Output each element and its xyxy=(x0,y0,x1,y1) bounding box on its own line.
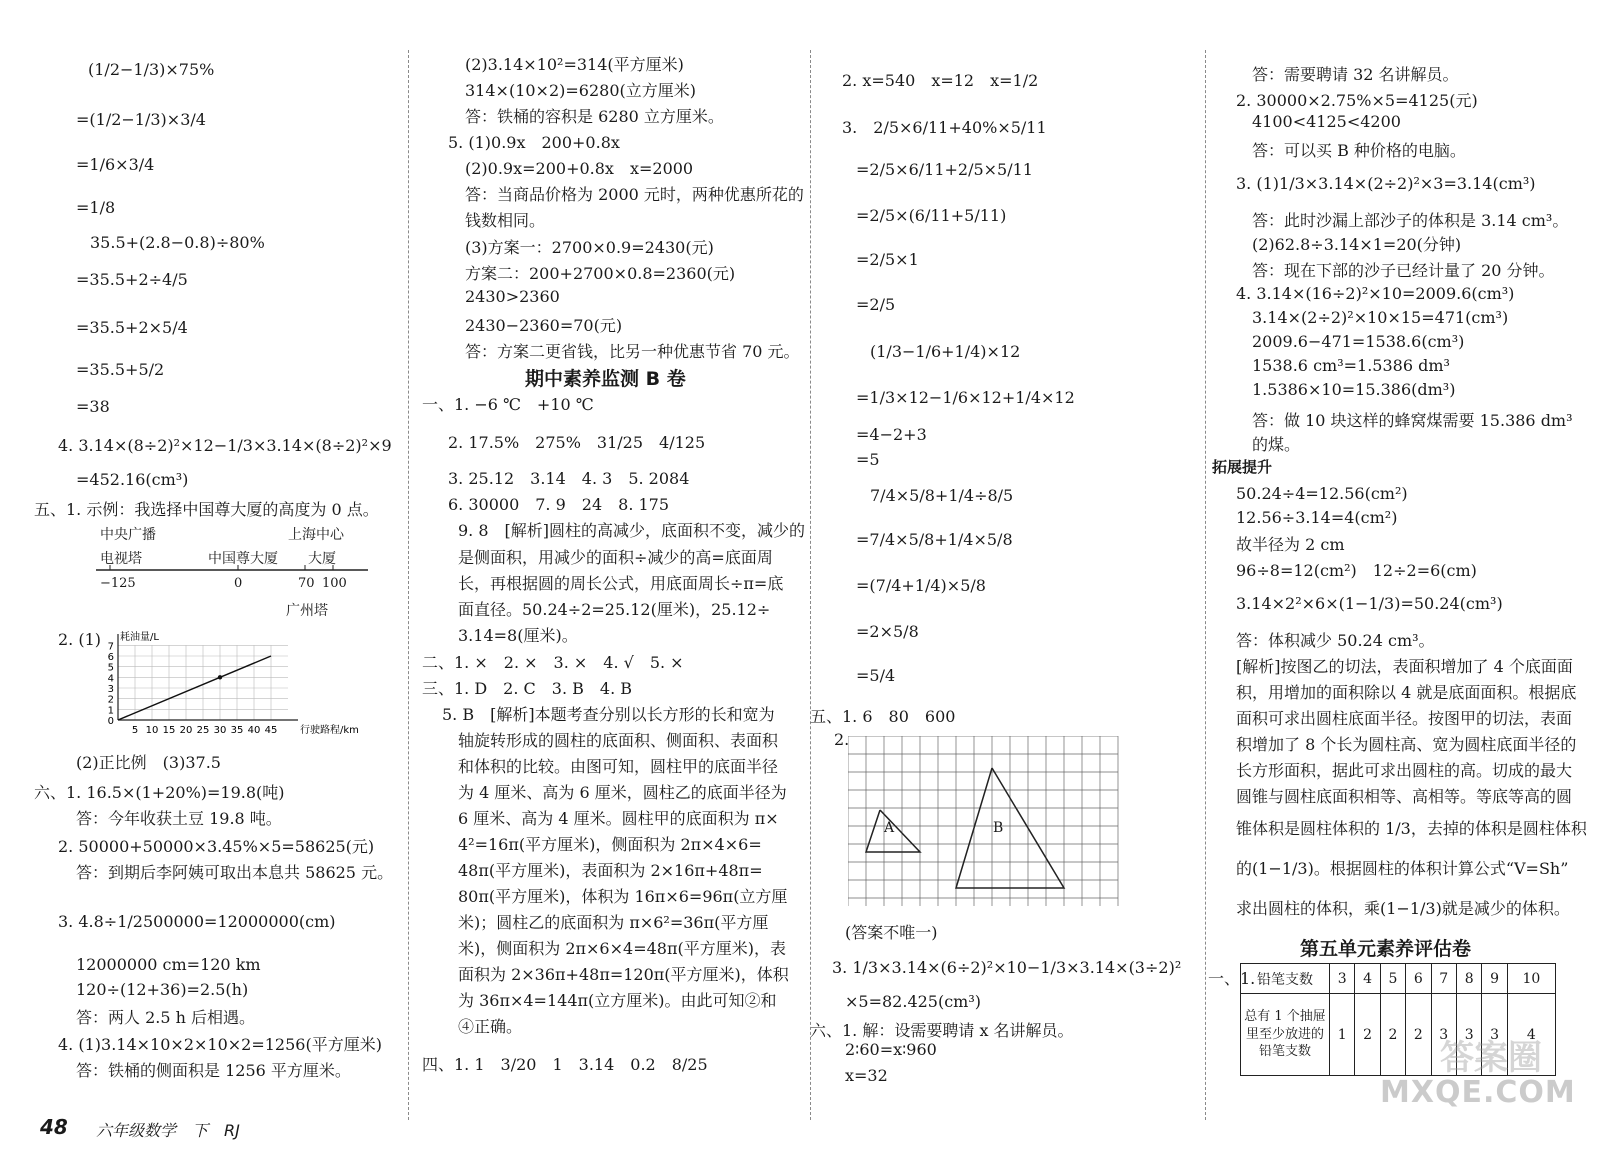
calc-line: 3.14×(2÷2)²×10×15=471(cm³) xyxy=(1252,308,1509,327)
table-cell: 2 xyxy=(1355,994,1380,1076)
calc-line: (3)方案一：2700×0.9=2430(元) xyxy=(465,238,714,257)
explanation-line: 6 厘米、高为 4 厘米。圆柱甲的底面积为 π× xyxy=(458,809,779,828)
page-number: 48 xyxy=(40,1115,68,1139)
table-cell: 9 xyxy=(1482,964,1507,994)
calc-line: (2)0.9x=200+0.8x x=2000 xyxy=(465,159,694,178)
calc-line: =(1/2−1/3)×3/4 xyxy=(76,110,206,129)
answer-line: 答：铁桶的容积是 6280 立方厘米。 xyxy=(465,107,724,126)
numberline-label: 电视塔 xyxy=(100,551,142,567)
calc-line: 7/4×5/8+1/4÷8/5 xyxy=(870,486,1014,505)
explanation-line: 是侧面积，用减少的面积÷减少的高=底面周 xyxy=(458,548,773,567)
x-tick-label: 30 xyxy=(213,725,227,736)
subsection-title: 拓展提升 xyxy=(1212,458,1273,476)
calc-line: =2/5×6/11+2/5×5/11 xyxy=(856,160,1033,179)
calc-line: =2×5/8 xyxy=(856,622,919,641)
y-tick-label: 3 xyxy=(107,684,114,695)
question-line: 五、1. 示例：我选择中国尊大厦的高度为 0 点。 xyxy=(34,500,379,519)
watermark-text: MXQE.COM xyxy=(1380,1075,1576,1110)
explanation-line: 和体积的比较。由图可知，圆柱甲的底面半径 xyxy=(458,757,779,776)
answer-line: 答：到期后李阿姨可取出本息共 58625 元。 xyxy=(76,863,394,882)
answer-line: 答：现在下部的沙子已经计量了 20 分钟。 xyxy=(1252,261,1555,280)
table-cell: 4 xyxy=(1355,964,1380,994)
calc-line: =1/3×12−1/6×12+1/4×12 xyxy=(856,388,1075,407)
table-cell: 6 xyxy=(1406,964,1431,994)
calc-line: 50.24÷4=12.56(cm²) xyxy=(1236,484,1408,503)
calc-line: =5/4 xyxy=(856,666,896,685)
calc-line: (2)62.8÷3.14×1=20(分钟) xyxy=(1252,235,1462,254)
answer-line: 2. x=540 x=12 x=1/2 xyxy=(842,71,1039,90)
x-axis-label: 行驶路程/km xyxy=(300,725,359,736)
x-tick-label: 40 xyxy=(247,725,261,736)
answer-line: 答：两人 2.5 h 后相遇。 xyxy=(76,1008,256,1027)
triangle-b-label: B xyxy=(993,820,1004,836)
calc-line: 35.5+(2.8−0.8)÷80% xyxy=(90,233,265,252)
explanation-line: 圆锥与圆柱底面积相等、高相等。等底等高的圆 xyxy=(1236,787,1573,806)
explanation-line: 长，再根据圆的周长公式，用底面周长÷π=底 xyxy=(458,574,784,593)
calc-line: 3. 2/5×6/11+40%×5/11 xyxy=(842,118,1047,137)
number-line xyxy=(96,564,376,576)
table-cell: 2 xyxy=(1380,994,1405,1076)
explanation-line: 积，用增加的面积除以 4 就是底面面积。根据底 xyxy=(1236,683,1577,702)
answer-line: 一、1. −6 ℃ +10 ℃ xyxy=(422,395,594,414)
column-divider xyxy=(810,50,811,1120)
calc-line: 314×(10×2)=6280(立方厘米) xyxy=(465,81,696,100)
calc-line: =38 xyxy=(76,397,110,416)
explanation-line: 80π(平方厘米)，体积为 16π×6=96π(立方厘 xyxy=(458,887,788,906)
numberline-label: 广州塔 xyxy=(286,603,328,619)
answer-line: 四、1. 1 3/20 1 3.14 0.2 8/25 xyxy=(422,1055,708,1074)
fuel-chart xyxy=(90,628,410,746)
data-point xyxy=(218,675,222,679)
question-line: 一、1. xyxy=(1208,969,1256,988)
watermark-logo: 答案圈 xyxy=(1440,1038,1542,1078)
table-cell: 3 xyxy=(1482,994,1507,1076)
explanation-line: 的(1−1/3)。根据圆柱的体积计算公式“V=Sh” xyxy=(1236,859,1569,878)
y-tick-label: 5 xyxy=(107,662,114,674)
calc-line: 方案二：200+2700×0.8=2360(元) xyxy=(465,264,736,283)
calc-line: 2∶60=x∶960 xyxy=(845,1040,937,1059)
explanation-line: 面直径。50.24÷2=25.12(厘米)，25.12÷ xyxy=(458,600,771,619)
calc-line: 3. (1)1/3×3.14×(2÷2)²×3=3.14(cm³) xyxy=(1236,174,1536,193)
x-tick-label: 45 xyxy=(264,725,278,736)
y-tick-label: 0 xyxy=(107,716,114,727)
numberline-label: 上海中心 xyxy=(288,527,344,543)
explanation-line: 9. 8 [解析]圆柱的高减少，底面积不变，减少的 xyxy=(458,521,806,540)
calc-line: 3. 1/3×3.14×(6÷2)²×10−1/3×3.14×(3÷2)² xyxy=(832,958,1182,977)
explanation-line: 面积可求出圆柱底面半径。按图甲的切法，表面 xyxy=(1236,709,1573,728)
table-header: 铅笔支数 xyxy=(1241,964,1330,994)
calc-line: 3.14×2²×6×(1−1/3)=50.24(cm³) xyxy=(1236,594,1503,613)
calc-line: 12000000 cm=120 km xyxy=(76,955,261,974)
calc-line: 4. 3.14×(16÷2)²×10=2009.6(cm³) xyxy=(1236,284,1515,303)
table-cell: 3 xyxy=(1330,964,1355,994)
calc-line: =4−2+3 xyxy=(856,425,927,444)
calc-line: (1/3−1/6+1/4)×12 xyxy=(870,342,1021,361)
calc-line: 1538.6 cm³=1.5386 dm³ xyxy=(1252,356,1450,375)
answer-line: 答：铁桶的侧面积是 1256 平方厘米。 xyxy=(76,1061,351,1080)
calc-line: =5 xyxy=(856,450,880,469)
answer-line: 答：需要聘请 32 名讲解员。 xyxy=(1252,65,1459,84)
column-divider xyxy=(1205,50,1206,1120)
table-cell: 3 xyxy=(1456,994,1481,1076)
answer-line: 2. 17.5% 275% 31/25 4/125 xyxy=(448,433,706,452)
note-line: (答案不唯一) xyxy=(845,923,938,942)
question-line: 2. 50000+50000×3.45%×5=58625(元) xyxy=(58,837,375,856)
calc-line: =1/8 xyxy=(76,198,116,217)
numberline-label: 中国尊大厦 xyxy=(208,551,278,567)
calc-line: 96÷8=12(cm²) 12÷2=6(cm) xyxy=(1236,561,1477,580)
calc-line: x=32 xyxy=(845,1066,888,1085)
table-cell: 5 xyxy=(1380,964,1405,994)
question-line: 4. (1)3.14×10×2×10×2=1256(平方厘米) xyxy=(58,1035,382,1054)
explanation-line: [解析]按图乙的切法，表面积增加了 4 个底面面 xyxy=(1236,657,1573,676)
answer-line: 答：方案二更省钱，比另一种优惠节省 70 元。 xyxy=(465,342,800,361)
table-cell: 3 xyxy=(1431,994,1456,1076)
explanation-line: 5. B [解析]本题考查分别以长方形的长和宽为 xyxy=(442,705,775,724)
answer-line: 答：做 10 块这样的蜂窝煤需要 15.386 dm³ xyxy=(1252,411,1573,430)
book-title: 六年级数学 下 RJ xyxy=(96,1121,240,1140)
answer-line: 答：当商品价格为 2000 元时，两种优惠所花的 xyxy=(465,185,804,204)
calc-line: 4100<4125<4200 xyxy=(1252,112,1401,131)
calc-line: 2. 30000×2.75%×5=4125(元) xyxy=(1236,91,1478,110)
answer-line: 答：可以买 B 种价格的电脑。 xyxy=(1252,141,1466,160)
answer-line: 的煤。 xyxy=(1252,435,1301,454)
y-tick-label: 4 xyxy=(107,673,114,685)
calc-line: =35.5+5/2 xyxy=(76,360,165,379)
table-cell: 2 xyxy=(1406,994,1431,1076)
x-tick-label: 5 xyxy=(131,725,139,736)
y-tick-label: 6 xyxy=(107,652,114,663)
question-line: 2. (1) xyxy=(58,630,102,649)
explanation-line: 3.14=8(厘米)。 xyxy=(458,626,578,645)
calc-line: ×5=82.425(cm³) xyxy=(845,992,982,1011)
column-divider xyxy=(408,50,409,1120)
calc-line: =1/6×3/4 xyxy=(76,155,155,174)
calc-line: 4. 3.14×(8÷2)²×12−1/3×3.14×(8÷2)²×9 xyxy=(58,436,392,455)
explanation-line: 面积为 2×36π+48π=120π(平方厘米)，体积 xyxy=(458,965,789,984)
explanation-line: 长方形面积，据此可求出圆柱的高。切成的最大 xyxy=(1236,761,1573,780)
answer-line: 二、1. × 2. × 3. × 4. √ 5. × xyxy=(422,653,684,672)
section-title: 期中素养监测 B 卷 xyxy=(525,368,686,390)
table-cell: 4 xyxy=(1507,994,1555,1076)
answer-line: 三、1. D 2. C 3. B 4. B xyxy=(422,679,632,698)
explanation-line: 求出圆柱的体积，乘(1−1/3)就是减少的体积。 xyxy=(1236,899,1570,918)
explanation-line: 轴旋转形成的圆柱的底面积、侧面积、表面积 xyxy=(458,731,779,750)
numberline-tick: 0 xyxy=(234,576,243,591)
x-tick-label: 20 xyxy=(179,725,193,736)
x-tick-label: 25 xyxy=(196,725,210,736)
explanation-line: 48π(平方厘米)，表面积为 2×16π+48π= xyxy=(458,861,763,880)
table-cell: 10 xyxy=(1507,964,1555,994)
calc-line: 2009.6−471=1538.6(cm³) xyxy=(1252,332,1465,351)
calc-line: 1.5386×10=15.386(dm³) xyxy=(1252,380,1456,399)
answer-line: 答：体积减少 50.24 cm³。 xyxy=(1236,631,1435,650)
calc-line: 2430−2360=70(元) xyxy=(465,316,623,335)
answer-line: 答：此时沙漏上部沙子的体积是 3.14 cm³。 xyxy=(1252,211,1569,230)
question-line: 3. 4.8÷1/2500000=12000000(cm) xyxy=(58,912,336,931)
explanation-line: 米)，侧面积为 2π×6×4=48π(平方厘米)，表 xyxy=(458,939,786,958)
explanation-line: 为 4 厘米、高为 6 厘米，圆柱乙的底面半径为 xyxy=(458,783,787,802)
calc-line: (1/2−1/3)×75% xyxy=(88,60,215,79)
y-tick-label: 2 xyxy=(107,694,114,706)
numberline-tick: 70 xyxy=(298,576,315,591)
calc-line: 2430>2360 xyxy=(465,287,560,306)
calc-line: =2/5×1 xyxy=(856,250,919,269)
calc-line: =452.16(cm³) xyxy=(76,470,189,489)
calc-line: (2)3.14×10²=314(平方厘米) xyxy=(465,55,684,74)
answer-line: 五、1. 6 80 600 xyxy=(810,707,956,726)
question-line: 六、1. 解：设需要聘请 x 名讲解员。 xyxy=(810,1021,1074,1040)
numberline-tick: 100 xyxy=(322,576,347,591)
y-tick-label: 1 xyxy=(107,705,114,717)
y-axis-label: 耗油量/L xyxy=(120,632,159,643)
numberline-label: 中央广播 xyxy=(100,527,156,543)
triangle-a-label: A xyxy=(884,820,895,836)
table-header: 总有 1 个抽屉里至少放进的铅笔支数 xyxy=(1241,994,1330,1076)
answer-line: 答：今年收获土豆 19.8 吨。 xyxy=(76,809,282,828)
explanation-line: 米)；圆柱乙的底面积为 π×6²=36π(平方厘 xyxy=(458,913,769,932)
calc-line: =35.5+2÷4/5 xyxy=(76,270,188,289)
question-line: 2. xyxy=(834,730,850,749)
calc-line: =7/4×5/8+1/4×5/8 xyxy=(856,530,1013,549)
calc-line: 故半径为 2 cm xyxy=(1236,535,1345,554)
answer-line: 钱数相同。 xyxy=(465,211,546,230)
calc-line: =35.5+2×5/4 xyxy=(76,318,188,337)
x-tick-label: 35 xyxy=(230,725,244,736)
y-tick-label: 7 xyxy=(107,641,114,653)
table-cell: 8 xyxy=(1456,964,1481,994)
table-cell: 7 xyxy=(1431,964,1456,994)
answer-line: 3. 25.12 3.14 4. 3 5. 2084 xyxy=(448,469,690,488)
question-line: 5. (1)0.9x 200+0.8x xyxy=(448,133,620,152)
explanation-line: 锥体积是圆柱体积的 1/3，去掉的体积是圆柱体积 xyxy=(1236,819,1587,838)
calc-line: 12.56÷3.14=4(cm²) xyxy=(1236,508,1398,527)
calc-line: 120÷(12+36)=2.5(h) xyxy=(76,980,249,999)
calc-line: =(7/4+1/4)×5/8 xyxy=(856,576,986,595)
x-tick-label: 10 xyxy=(145,725,159,736)
explanation-line: ④正确。 xyxy=(458,1017,523,1036)
answer-line: (2)正比例 (3)37.5 xyxy=(76,753,221,772)
table-cell: 1 xyxy=(1330,994,1355,1076)
question-line: 六、1. 16.5×(1+20%)=19.8(吨) xyxy=(34,783,285,802)
explanation-line: 积增加了 8 个长为圆柱高、宽为圆柱底面半径的 xyxy=(1236,735,1577,754)
calc-line: =2/5×(6/11+5/11) xyxy=(856,206,1007,225)
numberline-label: 大厦 xyxy=(308,551,336,567)
explanation-line: 为 36π×4=144π(立方厘米)。由此可知②和 xyxy=(458,991,777,1010)
calc-line: =2/5 xyxy=(856,295,896,314)
x-tick-label: 15 xyxy=(162,725,176,736)
numberline-tick: −125 xyxy=(100,576,136,591)
section-title: 第五单元素养评估卷 xyxy=(1300,938,1472,960)
explanation-line: 4²=16π(平方厘米)，侧面积为 2π×4×6= xyxy=(458,835,762,854)
answer-line: 6. 30000 7. 9 24 8. 175 xyxy=(448,495,670,514)
